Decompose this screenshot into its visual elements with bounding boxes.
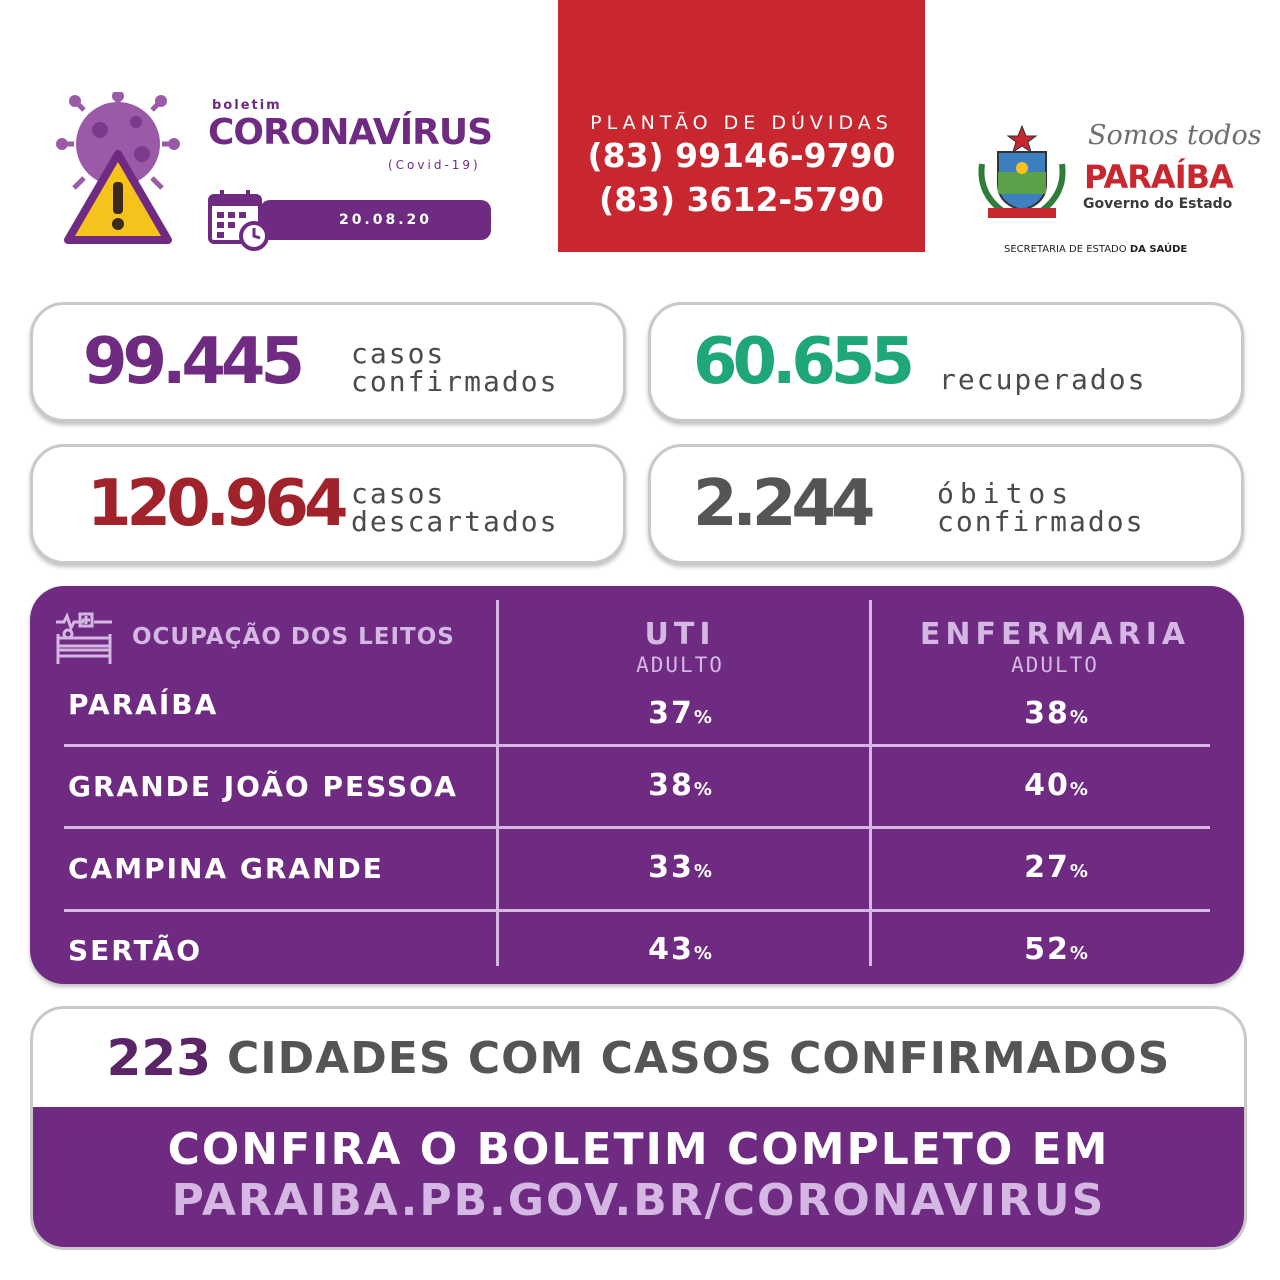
cities-panel	[30, 1006, 1247, 1250]
secretaria-label	[1004, 244, 1187, 255]
secretaria-prefix: SECRETARIA DE ESTADO	[1004, 244, 1127, 255]
bulletin-title: CORONAVÍRUS	[208, 112, 493, 153]
bulletin-date: 20.08.20	[338, 212, 433, 228]
col-uti-title: UTI	[644, 617, 716, 652]
col-uti-subtitle: ADULTO	[636, 653, 724, 677]
row-jp-enf: 40%	[1024, 768, 1088, 803]
stat-discarded	[30, 444, 626, 564]
hotline-phone-2[interactable]: (83) 3612-5790	[599, 180, 884, 219]
confirmed-label-1: casos	[351, 337, 446, 370]
table-divider-h3	[64, 909, 1210, 912]
confirmed-value: 99.445	[83, 325, 300, 399]
calendar-clock-icon	[206, 188, 270, 252]
table-divider-h2	[64, 826, 1210, 829]
row-paraiba-enf: 38%	[1024, 696, 1088, 731]
deaths-label-1: óbitos	[937, 477, 1075, 510]
hotline-label: PLANTÃO DE DÚVIDAS	[590, 112, 893, 134]
stat-recovered	[648, 302, 1244, 422]
hotline-panel	[558, 0, 925, 252]
warning-icon	[64, 150, 172, 246]
boletim-label: boletim	[212, 98, 282, 113]
row-region-jp: GRANDE JOÃO PESSOA	[68, 770, 458, 803]
deaths-label-2: confirmados	[937, 505, 1145, 538]
hospital-bed-icon	[54, 612, 114, 670]
col-enf-subtitle: ADULTO	[1011, 653, 1099, 677]
deaths-value: 2.244	[693, 467, 871, 541]
stat-deaths	[648, 444, 1244, 564]
discarded-label-2: descartados	[351, 505, 559, 538]
beds-title: OCUPAÇÃO DOS LEITOS	[132, 624, 455, 650]
date-badge	[260, 200, 491, 240]
row-paraiba-uti: 37%	[648, 696, 712, 731]
row-region-paraiba: PARAÍBA	[68, 688, 219, 721]
state-seal-icon	[974, 124, 1070, 222]
cta-link[interactable]: PARAIBA.PB.GOV.BR/CORONAVIRUS	[171, 1175, 1106, 1226]
row-cg-uti: 33%	[648, 850, 712, 885]
col-uti-header	[560, 618, 800, 678]
row-sertao-enf: 52%	[1024, 932, 1088, 967]
cities-text: CIDADES COM CASOS CONFIRMADOS	[227, 1032, 1171, 1084]
row-region-cg: CAMPINA GRANDE	[68, 852, 384, 885]
discarded-value: 120.964	[87, 467, 344, 541]
cities-count: 223	[106, 1029, 211, 1087]
col-enf-header	[900, 618, 1210, 678]
gov-subtitle: Governo do Estado	[1083, 196, 1233, 212]
virus-warning-logo	[52, 92, 182, 252]
recovered-value: 60.655	[693, 325, 910, 399]
row-cg-enf: 27%	[1024, 850, 1088, 885]
cta-banner	[33, 1107, 1244, 1250]
cities-row	[33, 1009, 1244, 1107]
confirmed-label-2: confirmados	[351, 365, 559, 398]
discarded-label-1: casos	[351, 477, 446, 510]
covid-subtitle: (Covid-19)	[388, 158, 481, 172]
gov-slogan: Somos todos	[1088, 120, 1262, 151]
gov-state-name: PARAÍBA	[1084, 158, 1233, 196]
hotline-phone-1[interactable]: (83) 99146-9790	[587, 136, 896, 175]
row-sertao-uti: 43%	[648, 932, 712, 967]
recovered-label: recuperados	[939, 363, 1147, 396]
stat-confirmed	[30, 302, 626, 422]
row-jp-uti: 38%	[648, 768, 712, 803]
cta-line-1: CONFIRA O BOLETIM COMPLETO EM	[167, 1124, 1110, 1175]
col-enf-title: ENFERMARIA	[919, 617, 1191, 652]
row-region-sertao: SERTÃO	[68, 934, 202, 967]
table-divider-h1	[64, 744, 1210, 747]
secretaria-bold: DA SAÚDE	[1129, 244, 1188, 255]
